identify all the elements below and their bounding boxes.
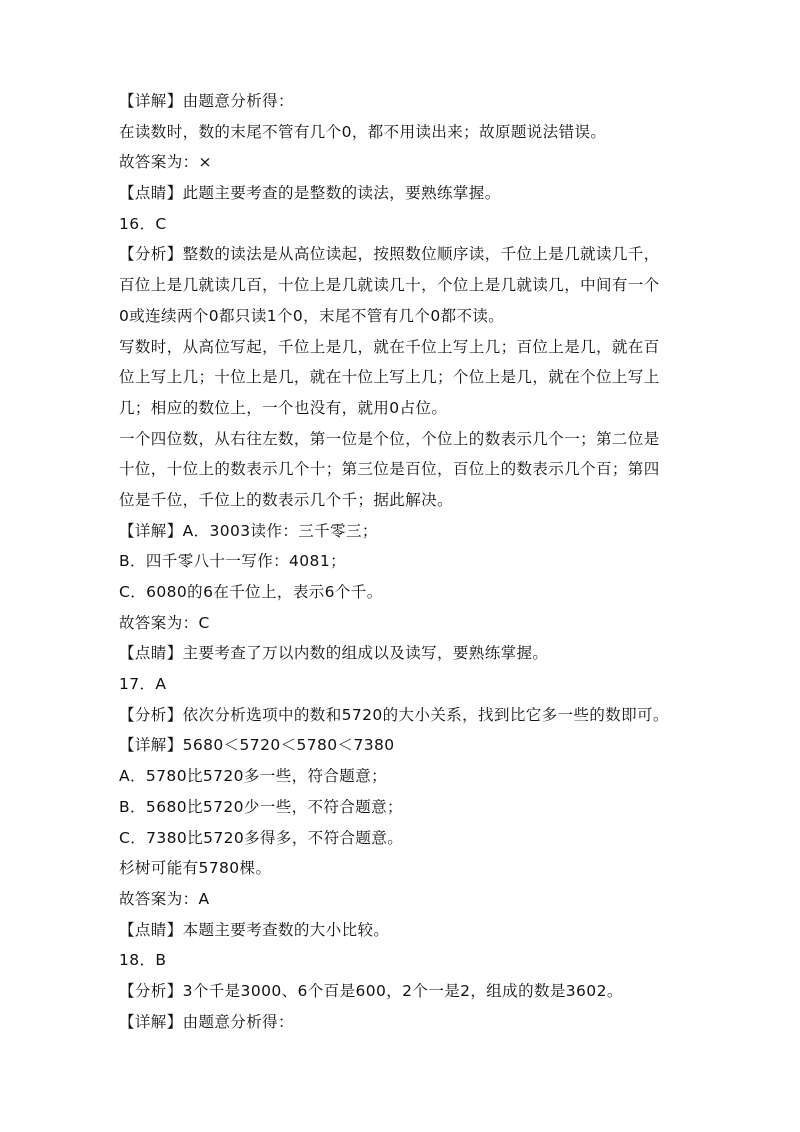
question-number: 17．A [119, 675, 167, 694]
text-line: 故答案为：A [119, 889, 210, 908]
text-line: 【点睛】本题主要考查数的大小比较。 [119, 920, 390, 939]
text-line: 【分析】依次分析选项中的数和5720的大小关系，找到比它多一些的数即可。 [119, 705, 669, 724]
text-line: 【分析】整数的读法是从高位读起，按照数位顺序读，千位上是几就读几千， [119, 245, 660, 264]
text-line: 几；相应的数位上，一个也没有，就用0占位。 [119, 398, 448, 417]
text-line: 十位，十位上的数表示几个十；第三位是百位，百位上的数表示几个百；第四 [119, 460, 660, 479]
text-line: 写数时，从高位写起，千位上是几，就在千位上写上几；百位上是几，就在百 [119, 337, 660, 356]
text-line: 【详解】由题意分析得： [119, 92, 294, 110]
text-line: 【详解】5680＜5720＜5780＜7380 [119, 736, 395, 755]
text-line: 【点睛】主要考查了万以内数的组成以及读写，要熟练掌握。 [119, 644, 549, 663]
text-line: 【分析】3个千是3000、6个百是600，2个一是2，组成的数是3602。 [119, 981, 623, 1000]
text-line: C．6080的6在千位上，表示6个千。 [119, 583, 383, 601]
text-line: 故答案为：C [119, 613, 210, 632]
text-line: B．5680比5720少一些，不符合题意； [119, 797, 403, 816]
text-line: 故答案为：× [119, 153, 212, 172]
text-line: 0或连续两个0都只读1个0，末尾不管有几个0都不读。 [119, 306, 505, 325]
text-line: 【详解】由题意分析得： [119, 1012, 294, 1031]
text-line: 百位上是几就读几百，十位上是几就读几十，个位上是几就读几，中间有一个 [119, 276, 660, 295]
text-line: 一个四位数，从右往左数，第一位是个位，个位上的数表示几个一；第二位是 [119, 429, 660, 448]
text-line: 【点睛】此题主要考查的是整数的读法，要熟练掌握。 [119, 184, 501, 203]
text-line: 杉树可能有5780棵。 [119, 859, 272, 878]
text-line: B．四千零八十一写作：4081； [119, 552, 346, 571]
text-line: 【详解】A．3003读作：三千零三； [119, 521, 378, 540]
question-number: 18．B [119, 951, 167, 970]
text-line: A．5780比5720多一些，符合题意； [119, 767, 387, 786]
question-number: 16．C [119, 214, 167, 233]
text-line: 位上写上几；十位上是几，就在十位上写上几；个位上是几，就在个位上写上 [119, 368, 660, 387]
text-line: 位是千位，千位上的数表示几个千；据此解决。 [119, 490, 453, 509]
text-line: C．7380比5720多得多，不符合题意。 [119, 828, 404, 847]
text-line: 在读数时，数的末尾不管有几个0，都不用读出来；故原题说法错误。 [119, 122, 607, 141]
document-body [119, 92, 689, 1043]
